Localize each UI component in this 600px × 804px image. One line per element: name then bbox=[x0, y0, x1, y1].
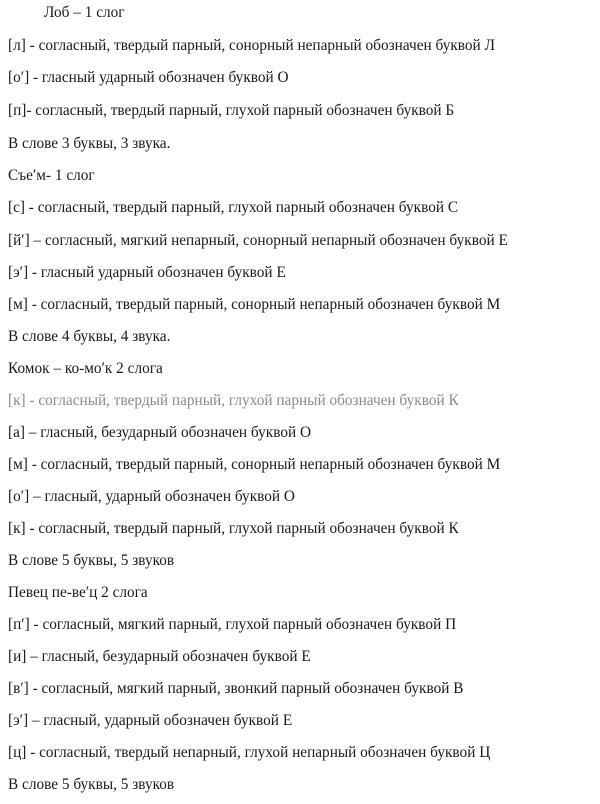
sound-line: [й′] – согласный, мягкий непарный, сонорный непарный обозначен буквой Е bbox=[8, 232, 508, 249]
sound-line: [э′] - гласный ударный обозначен буквой Е bbox=[8, 264, 286, 281]
summary-line: В слове 4 буквы, 4 звука. bbox=[8, 328, 171, 345]
sound-line: [п′] - согласный, мягкий парный, глухой парный обозначен буквой П bbox=[8, 616, 457, 633]
sound-line: [и] – гласный, безударный обозначен буквой Е bbox=[8, 648, 311, 665]
word-heading-lob: Лоб – 1 слог bbox=[44, 4, 125, 21]
sound-line: [ц] - согласный, твердый непарный, глухой непарный обозначен буквой Ц bbox=[8, 744, 491, 761]
sound-line: [а] – гласный, безударный обозначен буквой О bbox=[8, 424, 312, 441]
sound-line: [о′] – гласный, ударный обозначен буквой О bbox=[8, 488, 295, 505]
word-heading-syem: Съе′м- 1 слог bbox=[8, 167, 95, 184]
summary-line: В слове 3 буквы, 3 звука. bbox=[8, 135, 171, 152]
summary-line: В слове 5 буквы, 5 звуков bbox=[8, 776, 175, 793]
sound-line: [м] - согласный, твердый парный, сонорный непарный обозначен буквой М bbox=[8, 456, 501, 473]
sound-line: [м] - согласный, твердый парный, сонорный непарный обозначен буквой М bbox=[8, 296, 501, 313]
sound-line: [п]- согласный, твердый парный, глухой парный обозначен буквой Б bbox=[8, 102, 455, 119]
sound-line: [к] - согласный, твердый парный, глухой парный обозначен буквой К bbox=[8, 392, 459, 409]
sound-line: [к] - согласный, твердый парный, глухой парный обозначен буквой К bbox=[8, 520, 459, 537]
sound-line: [с] - согласный, твердый парный, глухой парный обозначен буквой С bbox=[8, 199, 459, 216]
sound-line: [в′] - согласный, мягкий парный, звонкий парный обозначен буквой В bbox=[8, 680, 464, 697]
sound-line: [о′] - гласный ударный обозначен буквой О bbox=[8, 69, 289, 86]
summary-line: В слове 5 буквы, 5 звуков bbox=[8, 552, 175, 569]
word-heading-pevets: Певец пе-ве′ц 2 слога bbox=[8, 584, 148, 601]
sound-line: [э′] – гласный, ударный обозначен буквой Е bbox=[8, 712, 293, 729]
word-heading-komok: Комок – ко-мо′к 2 слога bbox=[8, 360, 163, 377]
sound-line: [л] - согласный, твердый парный, сонорный непарный обозначен буквой Л bbox=[8, 37, 495, 54]
